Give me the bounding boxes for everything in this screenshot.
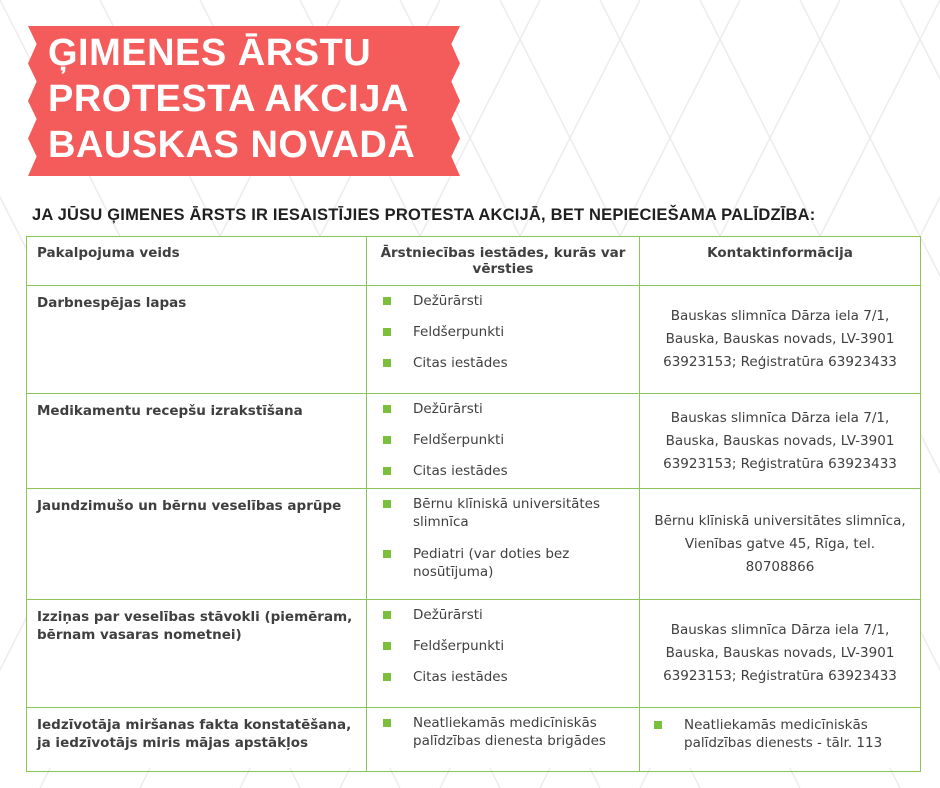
service-name: Izziņas par veselības stāvokli (piemēram, bērnam vasaras nometnei) xyxy=(27,600,367,708)
bullet-square-icon xyxy=(383,297,391,305)
institution-label: Feldšerpunkti xyxy=(413,324,505,340)
bullet-square-icon xyxy=(383,436,391,444)
table-row xyxy=(27,600,921,708)
institution-label: Pediatri (var doties bez nosūtījuma) xyxy=(413,546,570,580)
list-item xyxy=(381,400,629,418)
bullet-square-icon xyxy=(383,673,391,681)
list-item xyxy=(650,716,910,752)
list-item xyxy=(381,714,629,750)
header-institutions: Ārstniecības iestādes, kurās var vērsties xyxy=(367,237,640,286)
institutions-cell xyxy=(367,600,640,708)
institutions-cell xyxy=(367,286,640,394)
services-table xyxy=(26,236,921,772)
bullet-square-icon xyxy=(383,467,391,475)
institution-label: Citas iestādes xyxy=(413,669,508,685)
list-item xyxy=(381,431,629,449)
contact-info: Bērnu klīniskā universitātes slimnīca, Vienības gatve 45, Rīga, tel. 80708866 xyxy=(640,489,921,600)
institution-label: Dežūrārsti xyxy=(413,293,483,309)
list-item xyxy=(381,606,629,624)
contact-info: Bauskas slimnīca Dārza iela 7/1, Bauska, Bauskas novads, LV-3901 63923153; Reģistratūra 63923433 xyxy=(640,394,921,489)
institution-label: Feldšerpunkti xyxy=(413,638,505,654)
institution-label: Dežūrārsti xyxy=(413,401,483,417)
table-row xyxy=(27,286,921,394)
institutions-cell xyxy=(367,489,640,600)
list-item xyxy=(381,545,629,581)
institution-label: Neatliekamās medicīniskās palīdzības dienesta brigādes xyxy=(413,715,606,749)
bullet-square-icon xyxy=(383,500,391,508)
service-name: Medikamentu recepšu izrakstīšana xyxy=(27,394,367,489)
bullet-square-icon xyxy=(383,611,391,619)
contact-info: Bauskas slimnīca Dārza iela 7/1, Bauska, Bauskas novads, LV-3901 63923153; Reģistratūra 63923433 xyxy=(640,600,921,708)
contact-info: Neatliekamās medicīniskās palīdzības dienests - tālr. 113 xyxy=(684,717,883,751)
list-item xyxy=(381,323,629,341)
bullet-square-icon xyxy=(383,719,391,727)
list-item xyxy=(381,668,629,686)
contact-info-cell xyxy=(640,708,921,772)
table-header-row xyxy=(27,237,921,286)
service-name: Darbnespējas lapas xyxy=(27,286,367,394)
table-row xyxy=(27,394,921,489)
list-item xyxy=(381,637,629,655)
institutions-cell xyxy=(367,708,640,772)
list-item xyxy=(381,462,629,480)
bullet-square-icon xyxy=(383,328,391,336)
subtitle: JA JŪSU ĢIMENES ĀRSTS IR IESAISTĪJIES PROTESTA AKCIJĀ, BET NEPIECIEŠAMA PALĪDZĪBA: xyxy=(32,206,816,224)
header-service-type: Pakalpojuma veids xyxy=(27,237,367,286)
table-row xyxy=(27,708,921,772)
list-item xyxy=(381,354,629,372)
institution-label: Dežūrārsti xyxy=(413,607,483,623)
institution-label: Feldšerpunkti xyxy=(413,432,505,448)
bullet-square-icon xyxy=(383,359,391,367)
bullet-square-icon xyxy=(654,721,662,729)
list-item xyxy=(381,495,629,531)
service-name: Jaundzimušo un bērnu veselības aprūpe xyxy=(27,489,367,600)
institution-label: Citas iestādes xyxy=(413,355,508,371)
bullet-square-icon xyxy=(383,405,391,413)
bullet-square-icon xyxy=(383,550,391,558)
table-row xyxy=(27,489,921,600)
contact-info: Bauskas slimnīca Dārza iela 7/1, Bauska, Bauskas novads, LV-3901 63923153; Reģistratūra 63923433 xyxy=(640,286,921,394)
service-name: Iedzīvotāja miršanas fakta konstatēšana, ja iedzīvotājs miris mājas apstākļos xyxy=(27,708,367,772)
header-contact-info: Kontaktinformācija xyxy=(640,237,921,286)
list-item xyxy=(381,292,629,310)
institution-label: Bērnu klīniskā universitātes slimnīca xyxy=(413,496,601,530)
institution-label: Citas iestādes xyxy=(413,463,508,479)
page-title: ĢIMENES ĀRSTU PROTESTA AKCIJA BAUSKAS NOVADĀ xyxy=(48,32,416,166)
bullet-square-icon xyxy=(383,642,391,650)
institutions-cell xyxy=(367,394,640,489)
services-table-container xyxy=(26,236,920,768)
